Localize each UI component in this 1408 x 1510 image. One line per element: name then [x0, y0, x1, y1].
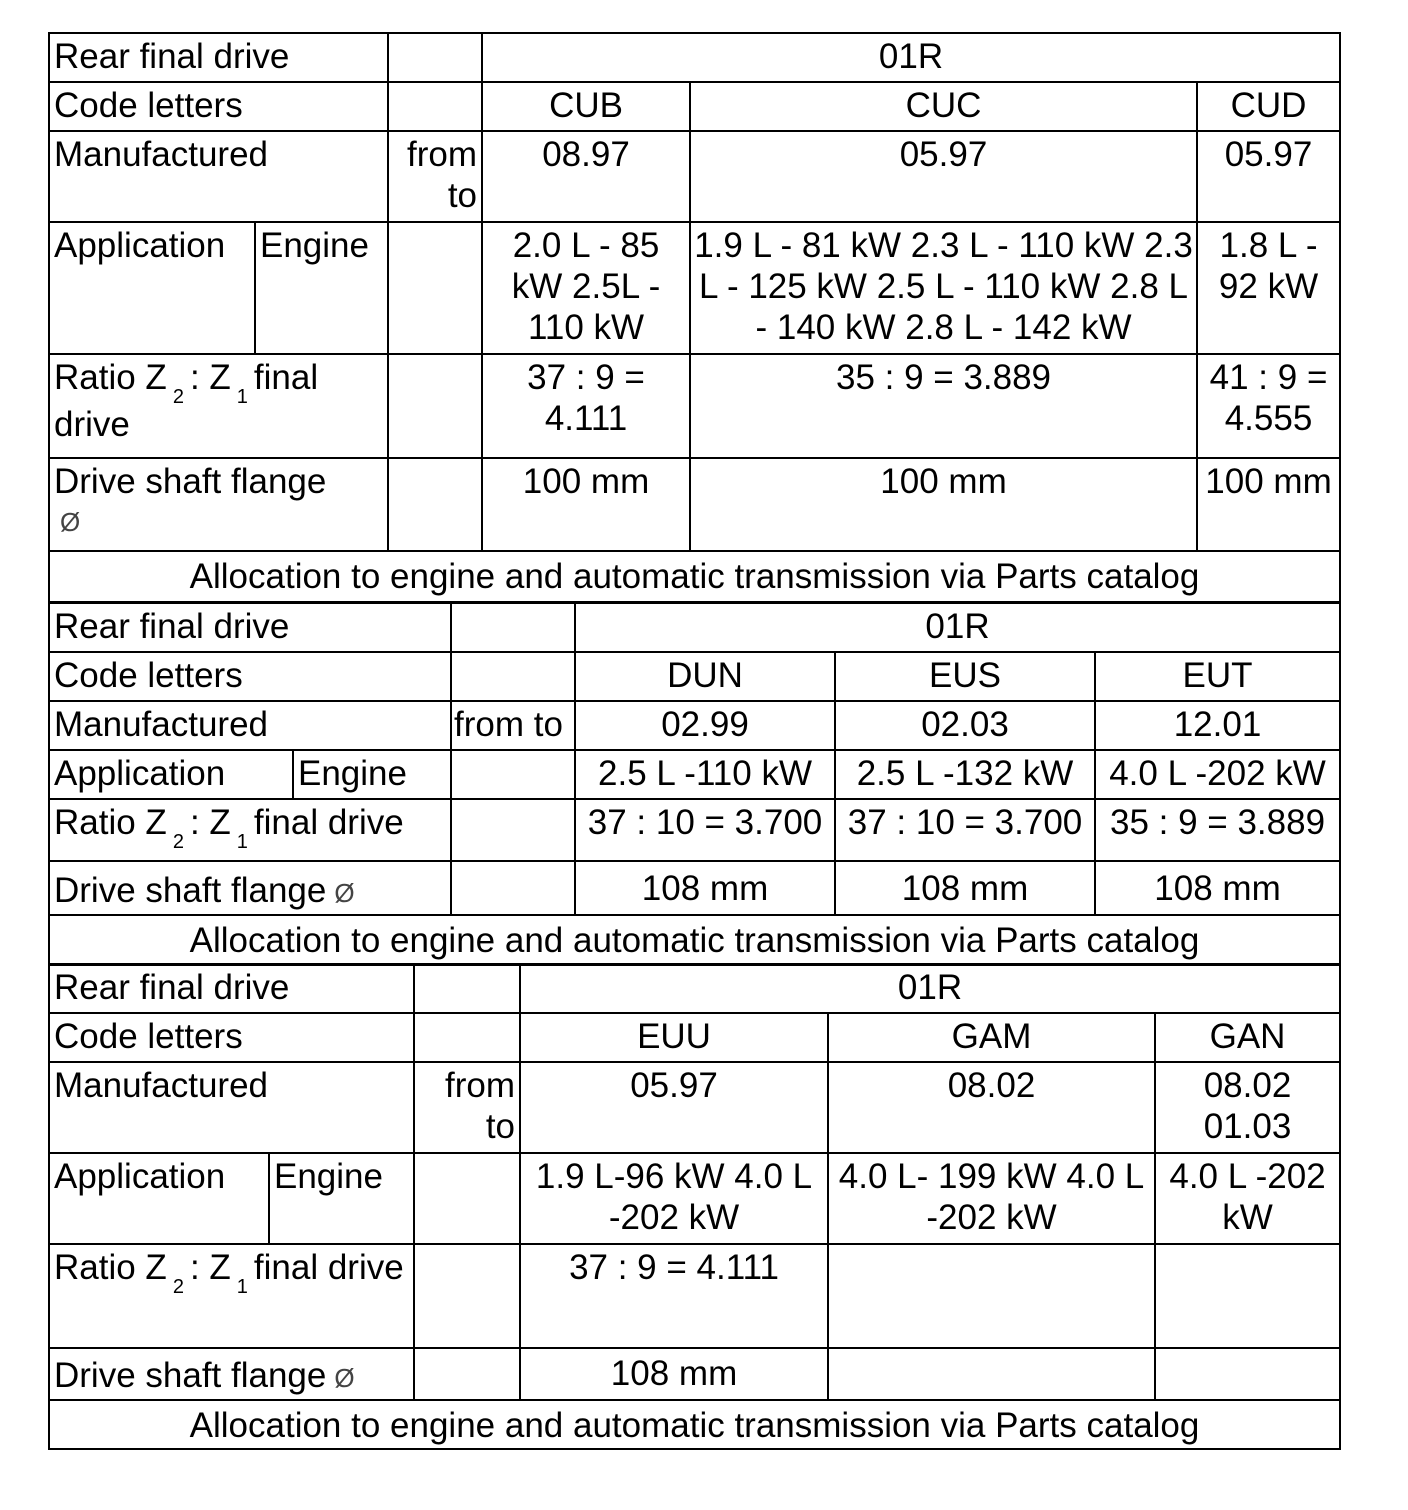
flange-value: 100 mm [690, 458, 1197, 551]
engine-value: 2.5 L -110 kW [575, 750, 835, 799]
code-letter: CUB [482, 82, 690, 131]
ratio-value: 37 : 10 = 3.700 [575, 799, 835, 861]
subscript-1: 1 [236, 831, 248, 853]
engine-value: 1.8 L - 92 kW [1197, 222, 1340, 354]
ratio-label-text: final drive [253, 1248, 404, 1287]
ratio-value [1155, 1244, 1340, 1348]
manufactured-value [1155, 1062, 1340, 1153]
manufactured-value: 02.03 [835, 701, 1095, 750]
empty-cell [451, 652, 575, 701]
from-label: from [445, 1066, 516, 1105]
from-to-label [414, 1062, 520, 1153]
ratio-label-text: : Z [189, 358, 231, 397]
ratio-label-text: Ratio Z [54, 1248, 167, 1287]
subscript-2: 2 [172, 831, 184, 853]
flange-value: 108 mm [1095, 861, 1340, 915]
flange-value: 108 mm [520, 1348, 828, 1400]
table-footer-note: Allocation to engine and automatic transmission via Parts catalog [49, 1400, 1340, 1449]
manufactured-value: 12.01 [1095, 701, 1340, 750]
engine-value: 4.0 L- 199 kW 4.0 L -202 kW [828, 1153, 1155, 1244]
manufactured-value: 05.97 [690, 131, 1197, 222]
engine-value: 1.9 L - 81 kW 2.3 L - 110 kW 2.3 L - 125 kW 2.5 L - 110 kW 2.8 L - 140 kW 2.8 L - 142 kW [690, 222, 1197, 354]
code-letters-label: Code letters [49, 652, 451, 701]
code-letter: CUC [690, 82, 1197, 131]
diameter-icon: Ø [60, 507, 81, 537]
empty-cell [388, 82, 482, 131]
flange-value [1155, 1348, 1340, 1400]
code-letter: EUT [1095, 652, 1340, 701]
engine-value: 4.0 L -202 kW [1095, 750, 1340, 799]
rear-final-drive-value: 01R [520, 964, 1340, 1013]
application-label: Application [49, 1153, 269, 1244]
engine-label: Engine [269, 1153, 414, 1244]
spec-table-2 [48, 602, 1341, 966]
from-to-label [388, 131, 482, 222]
code-letter: GAN [1155, 1013, 1340, 1062]
manufactured-value: 08.97 [482, 131, 690, 222]
manufactured-to: 01.03 [1203, 1107, 1292, 1146]
empty-cell [414, 1348, 520, 1400]
code-letters-label: Code letters [49, 1013, 414, 1062]
ratio-value: 37 : 10 = 3.700 [835, 799, 1095, 861]
code-letter: DUN [575, 652, 835, 701]
flange-value: 108 mm [835, 861, 1095, 915]
engine-value: 2.0 L - 85 kW 2.5L - 110 kW [482, 222, 690, 354]
flange-label [49, 458, 388, 551]
flange-label [49, 1348, 414, 1400]
rear-final-drive-label: Rear final drive [49, 603, 451, 652]
subscript-2: 2 [172, 1276, 184, 1298]
ratio-value: 35 : 9 = 3.889 [690, 354, 1197, 458]
empty-cell [414, 1153, 520, 1244]
flange-value: 108 mm [575, 861, 835, 915]
to-label: to [485, 1107, 516, 1146]
table-footer-note: Allocation to engine and automatic transmission via Parts catalog [49, 915, 1340, 965]
ratio-label-text: : Z [189, 1248, 231, 1287]
ratio-value: 37 : 9 = 4.111 [520, 1244, 828, 1348]
engine-value: 2.5 L -132 kW [835, 750, 1095, 799]
empty-cell [414, 1244, 520, 1348]
subscript-1: 1 [236, 386, 248, 408]
engine-label: Engine [293, 750, 451, 799]
ratio-label [49, 799, 451, 861]
from-label: from [407, 135, 478, 174]
engine-value: 1.9 L-96 kW 4.0 L -202 kW [520, 1153, 828, 1244]
from-to-label: from to [451, 701, 575, 750]
manufactured-label: Manufactured [49, 701, 451, 750]
manufactured-value: 05.97 [1197, 131, 1340, 222]
ratio-value: 35 : 9 = 3.889 [1095, 799, 1340, 861]
flange-label-text: Drive shaft flange [54, 871, 327, 910]
subscript-2: 2 [172, 386, 184, 408]
application-label: Application [49, 750, 293, 799]
manufactured-from: 08.02 [1203, 1066, 1292, 1105]
manufactured-label: Manufactured [49, 1062, 414, 1153]
flange-label [49, 861, 451, 915]
code-letters-label: Code letters [49, 82, 388, 131]
rear-final-drive-value: 01R [575, 603, 1340, 652]
empty-cell [414, 964, 520, 1013]
empty-cell [451, 603, 575, 652]
empty-cell [388, 222, 482, 354]
ratio-label-text: Ratio Z [54, 358, 167, 397]
empty-cell [451, 861, 575, 915]
ratio-value: 37 : 9 = 4.111 [482, 354, 690, 458]
engine-value: 4.0 L -202 kW [1155, 1153, 1340, 1244]
rear-final-drive-label: Rear final drive [49, 964, 414, 1013]
empty-cell [451, 799, 575, 861]
flange-value: 100 mm [482, 458, 690, 551]
ratio-label [49, 354, 388, 458]
flange-label-text: Drive shaft flange [54, 462, 327, 501]
empty-cell [388, 33, 482, 82]
ratio-label-text: : Z [189, 803, 231, 842]
application-label: Application [49, 222, 255, 354]
code-letter: EUU [520, 1013, 828, 1062]
engine-label: Engine [255, 222, 388, 354]
ratio-label [49, 1244, 414, 1348]
empty-cell [414, 1013, 520, 1062]
diameter-icon: Ø [334, 878, 355, 908]
spec-table-1 [48, 32, 1341, 603]
rear-final-drive-value: 01R [482, 33, 1340, 82]
subscript-1: 1 [236, 1276, 248, 1298]
manufactured-value [520, 1062, 828, 1153]
manufactured-label: Manufactured [49, 131, 388, 222]
flange-value: 100 mm [1197, 458, 1340, 551]
empty-cell [451, 750, 575, 799]
flange-value [828, 1348, 1155, 1400]
manufactured-value: 02.99 [575, 701, 835, 750]
manufactured-from: 05.97 [630, 1066, 718, 1105]
manufactured-from: 08.02 [947, 1066, 1036, 1105]
code-letter: EUS [835, 652, 1095, 701]
diameter-icon: Ø [334, 1363, 355, 1393]
ratio-label-text: final drive [253, 803, 404, 842]
empty-cell [388, 354, 482, 458]
flange-label-text: Drive shaft flange [54, 1356, 327, 1395]
empty-cell [388, 458, 482, 551]
table-footer-note: Allocation to engine and automatic transmission via Parts catalog [49, 551, 1340, 602]
ratio-label-text: final drive [54, 358, 319, 444]
rear-final-drive-label: Rear final drive [49, 33, 388, 82]
code-letter: GAM [828, 1013, 1155, 1062]
to-label: to [447, 176, 478, 215]
manufactured-value [828, 1062, 1155, 1153]
ratio-label-text: Ratio Z [54, 803, 167, 842]
spec-table-3 [48, 963, 1341, 1450]
ratio-value: 41 : 9 = 4.555 [1197, 354, 1340, 458]
ratio-value [828, 1244, 1155, 1348]
code-letter: CUD [1197, 82, 1340, 131]
